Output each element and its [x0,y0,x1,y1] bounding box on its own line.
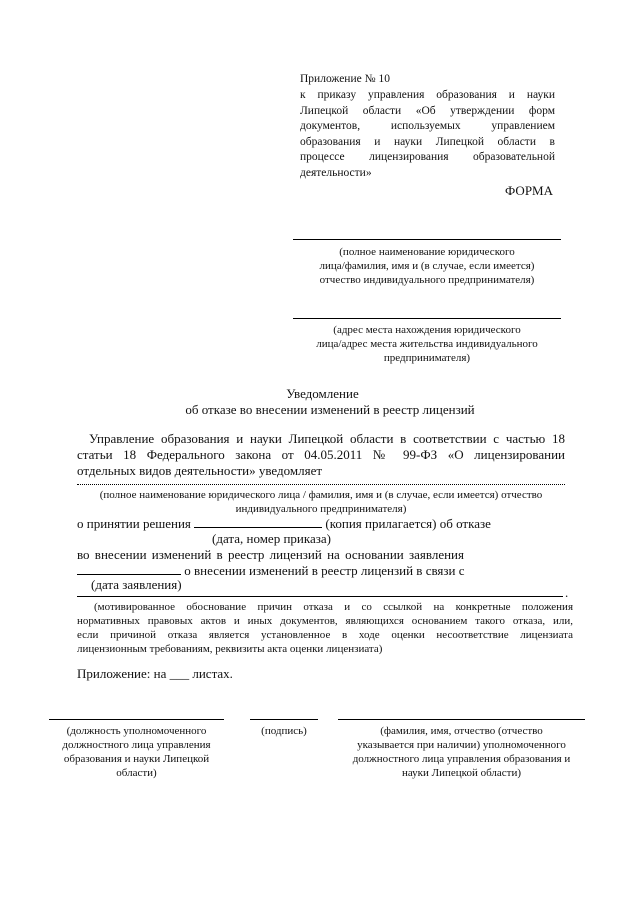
position-caption [49,724,224,780]
caption-line: лица/фамилия, имя и (в случае, если имеется) [319,260,535,272]
application-date-fill [77,562,181,575]
caption-line: области) [116,767,157,779]
reason-caption [77,600,573,656]
position-signature-line [49,719,224,720]
order-fill-line [194,515,322,528]
caption-line: индивидуального предпринимателя) [235,503,407,515]
sign-caption: (подпись) [261,725,307,737]
appendix-line: образования и науки Липецкой области в [300,135,555,148]
name-signature-line [338,719,585,720]
caption-line: нормативных правовых актов и иных документов, являющихся основанием такого отказа, или, [77,615,573,627]
para-line: статьи 18 Федерального закона от 04.05.2011 № 99-ФЗ «О лицензировании [77,447,565,462]
attachment-line: Приложение: на ___ листах. [77,666,233,681]
decision-suffix: (копия прилагается) об отказе [325,516,491,531]
appendix-line: к приказу управления образования и науки [300,89,555,101]
addressee-address-line [293,318,561,319]
application-date-caption: (дата заявления) [91,577,182,592]
caption-line: предпринимателя) [383,352,471,364]
para-line: Управление образования и науки Липецкой области в соответствии с частью 18 [89,431,565,446]
addressee-name-line [293,239,561,240]
caption-line: (фамилия, имя, отчество (отчество [380,725,543,737]
body-paragraph [77,431,565,479]
caption-line: (должность уполномоченного [66,725,207,737]
appendix-line: деятельности» [300,166,372,179]
addressee-name-caption [293,245,561,287]
caption-line: образования и науки Липецкой [63,753,210,765]
appendix-text [300,88,555,181]
caption-line: должностного лица управления [62,739,211,751]
appendix-title: Приложение № 10 [300,73,390,85]
heading-line: Уведомление [286,386,359,401]
caption-line: указывается при наличии) уполномоченного [357,739,566,751]
application-line: во внесении изменений в реестр лицензий на основании заявления [77,547,464,562]
decision-prefix: о принятии решения [77,516,191,531]
addressee-address-caption [293,323,561,365]
caption-line: (полное наименование юридического [339,246,515,258]
name-caption [338,724,585,780]
heading-line: об отказе во внесении изменений в реестр лицензий [185,402,475,417]
para-line: отдельных видов деятельности» уведомляет [77,463,323,478]
appendix-line: Липецкой области «Об утверждении форм [300,104,555,117]
reason-line [77,596,563,597]
caption-line: (полное наименование юридического лица / фамилия, имя и (в случае, если имеется) отчество [99,489,543,501]
licensee-caption [77,488,565,516]
order-caption: (дата, номер приказа) [212,531,331,546]
application-suffix: о внесении изменений в реестр лицензий в связи с [184,563,465,578]
caption-line: если причиной отказа является установленное в ходе оценки несоответствие лицензиата [77,629,573,641]
appendix-line: процессе лицензирования образовательной [300,151,555,163]
forma-label: ФОРМА [505,183,553,198]
caption-line: отчество индивидуального предпринимателя) [319,274,535,286]
reason-period: . [565,585,569,600]
caption-line: лицензионным требованиям, реквизиты акта оценки лицензиата) [77,643,383,655]
licensee-line [77,484,565,485]
sign-signature-line [250,719,318,720]
caption-line: должностного лица управления образования и [352,753,571,765]
caption-line: лица/адрес места жительства индивидуального [316,338,538,350]
appendix-line: документов, используемых управлением [300,120,555,132]
document-heading [60,386,600,418]
caption-line: (мотивированное обоснование причин отказа и со ссылкой на конкретные положения [94,601,573,613]
caption-line: (адрес места нахождения юридического [333,324,521,336]
caption-line: науки Липецкой области) [401,767,522,779]
decision-line [77,515,491,532]
